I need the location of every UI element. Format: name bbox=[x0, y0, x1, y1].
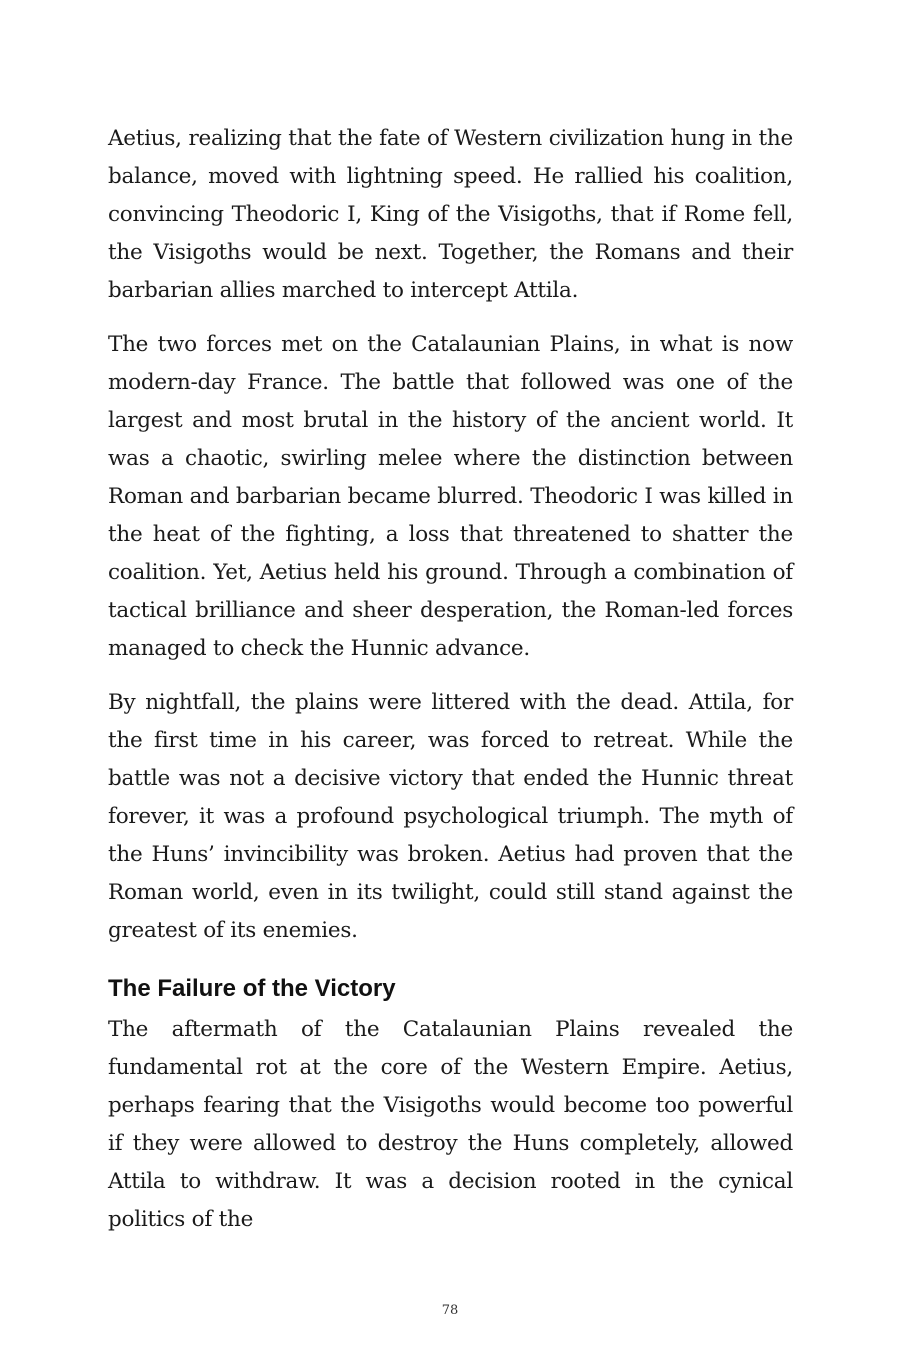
paragraph-catalaunian-battle: The two forces met on the Catalaunian Plains, in what is now modern-day France. The battle that followed was one of the largest and most brutal in the history of the ancient world. It was a chaotic, swirling melee where the distinction between Roman and barbarian became blurred. Theodoric I was killed in the heat of the fighting, a loss that threatened to shatter the coalition. Yet, Aetius held his ground. Through a combination of tactical brilliance and sheer desperation, the Roman-led forces managed to check the Hunnic advance. bbox=[108, 332, 793, 661]
section-heading: The Failure of the Victory bbox=[108, 975, 396, 1002]
page-number: 78 bbox=[441, 1303, 459, 1318]
paragraph-nightfall: By nightfall, the plains were littered with the dead. Attila, for the first time in his career, was forced to retreat. While the battle was not a decisive victory that ended the Hunnic threat forever, it was a profound psychological triumph. The myth of the Huns’ invincibility was broken. Aetius had proven that the Roman world, even in its twilight, could still stand against the greatest of its enemies. bbox=[108, 690, 793, 943]
paragraph-aftermath: The aftermath of the Catalaunian Plains revealed the fundamental rot at the core of the Western Empire. Aetius, perhaps fearing that the Visigoths would become too powerful if they were allowed to destroy the Huns completely, allowed Attila to withdraw. It was a decision rooted in the cynical politics of the bbox=[108, 1017, 793, 1232]
paragraph-aetius-rallies: Aetius, realizing that the fate of Western civilization hung in the balance, moved with lightning speed. He rallied his coalition, convincing Theodoric I, King of the Visigoths, that if Rome fell, the Visigoths would be next. Together, the Romans and their barbarian allies marched to intercept Attila. bbox=[108, 126, 793, 303]
page-body bbox=[108, 120, 793, 1255]
